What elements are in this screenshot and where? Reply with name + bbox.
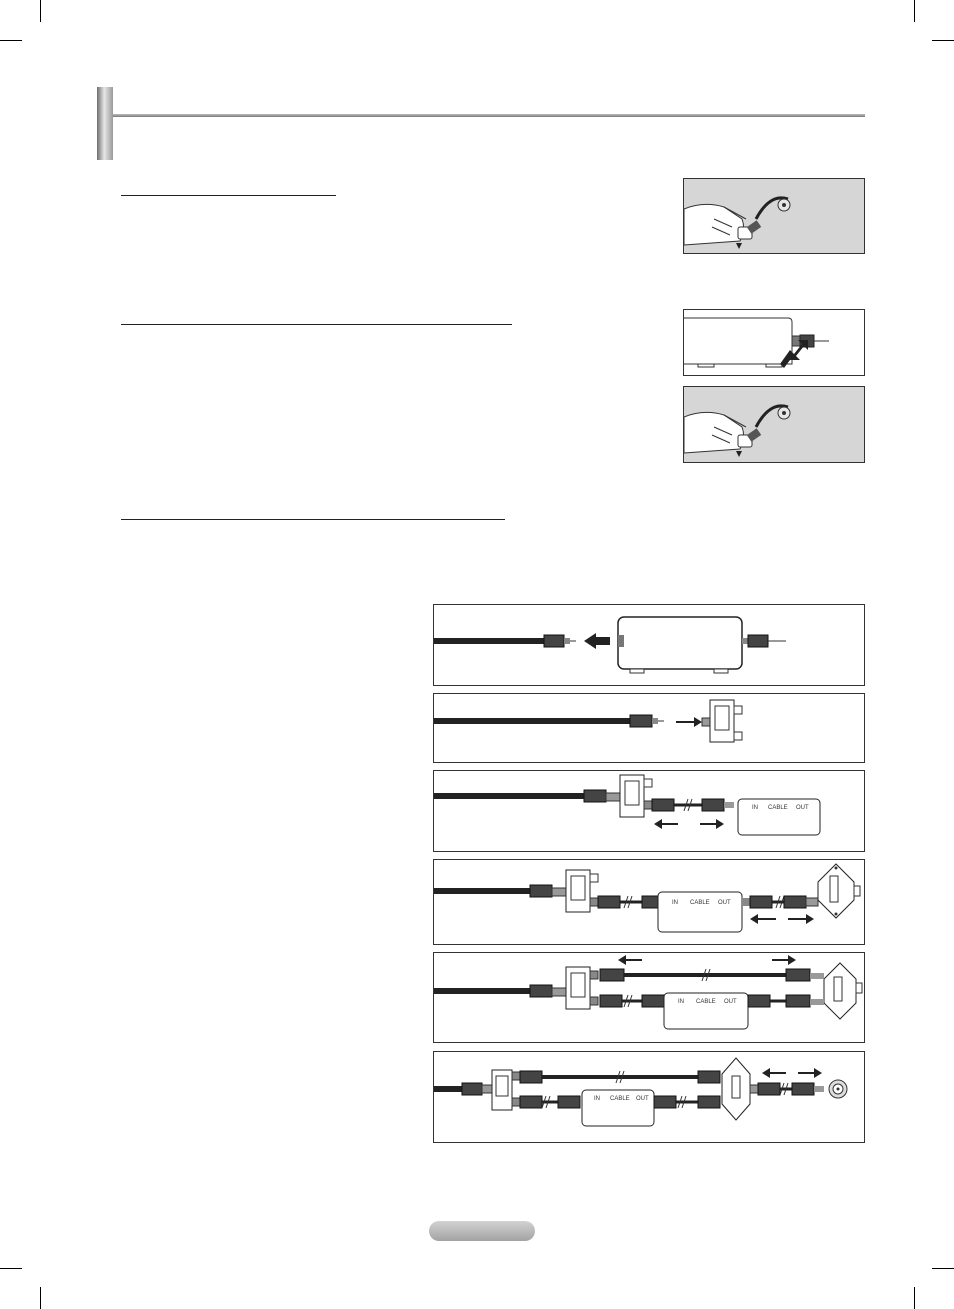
cable-box-label-out: OUT <box>724 999 737 1005</box>
cable-box-label-cable: CABLE <box>768 805 788 811</box>
cable-box-label-out: OUT <box>796 805 809 811</box>
header-rule <box>113 114 865 117</box>
step-3-diagram <box>433 770 865 852</box>
cable-box-label-in: IN <box>594 1096 600 1102</box>
cable-box-label-in: IN <box>672 900 678 906</box>
cable-box-label-cable: CABLE <box>690 900 710 906</box>
section-heading-rule-2 <box>121 324 512 325</box>
crop-mark <box>932 1268 954 1269</box>
cable-box-label-cable: CABLE <box>696 999 716 1005</box>
crop-mark <box>914 0 915 22</box>
crop-mark <box>40 1287 41 1309</box>
crop-mark <box>0 40 22 41</box>
step-6-diagram <box>433 1051 865 1143</box>
crop-mark <box>0 1268 22 1269</box>
hand-coax-illustration <box>683 178 865 254</box>
step-4-diagram <box>433 859 865 945</box>
crop-mark <box>40 0 41 22</box>
cable-box-label-in: IN <box>678 999 684 1005</box>
cable-box-label-cable: CABLE <box>610 1096 630 1102</box>
header-accent-bar <box>97 87 113 160</box>
page-number-pill <box>429 1221 535 1241</box>
cable-box-connector-illustration <box>683 309 865 376</box>
step-5-diagram <box>433 952 865 1043</box>
cable-box-label-in: IN <box>752 805 758 811</box>
section-heading-rule-1 <box>121 195 336 196</box>
step-2-diagram <box>433 693 865 763</box>
step-1-diagram <box>433 604 865 686</box>
crop-mark <box>932 40 954 41</box>
hand-coax-illustration <box>683 386 865 463</box>
cable-box-label-out: OUT <box>718 900 731 906</box>
cable-box-label-out: OUT <box>636 1096 649 1102</box>
section-heading-rule-3 <box>121 519 505 520</box>
crop-mark <box>914 1287 915 1309</box>
